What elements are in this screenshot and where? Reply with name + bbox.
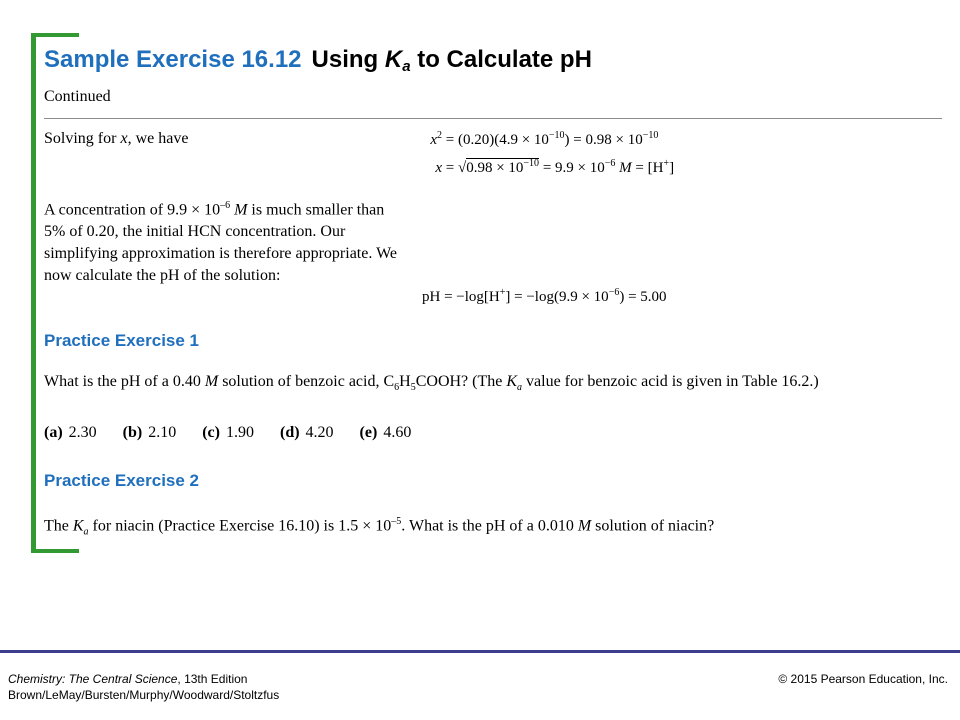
choice-c[interactable]: (c) 1.90 (202, 424, 254, 441)
book-authors: Brown/LeMay/Bursten/Murphy/Woodward/Stoltzfus (8, 688, 280, 702)
choice-e[interactable]: (e) 4.60 (359, 424, 412, 441)
slide-bracket-top (31, 33, 79, 37)
exercise-number: Sample Exercise 16.12 (44, 46, 302, 73)
continued-label: Continued (44, 88, 111, 105)
choice-d[interactable]: (d) 4.20 (279, 424, 334, 441)
equation-ph: pH = $-\log[H^+] = -\log(9.9 \times 10^{-6}) = 5.00$ (422, 287, 667, 305)
sqrt-symbol: √ (457, 160, 467, 176)
footer-divider (0, 650, 960, 653)
choice-a[interactable]: (a) 2.30 (44, 424, 97, 441)
footer-copyright: © 2015 Pearson Education, Inc. (778, 672, 948, 686)
page-title (44, 44, 592, 83)
footer-book-info: Chemistry: The Central Science, 13th Edition Brown/LeMay/Bursten/Murphy/Woodward/Stoltzfus (8, 672, 280, 702)
book-title: Chemistry: The Central Science (8, 672, 178, 686)
approximation-paragraph: A concentration of $9.9 \times 10^{-6}$ M is much smaller than 5% of 0.20, the initial HCN concentration. Our simplifying approximation is therefore appropriate. We now calculate the pH of the solution: (44, 200, 397, 285)
answer-choices (44, 424, 433, 442)
practice-exercise-2-question: The $K_a$ for niacin (Practice Exercise 16.10) is $1.5 \times 10^{-5}$. What is the pH of a 0.010 M solution of niacin? (44, 516, 715, 538)
choice-b[interactable]: (b) 2.10 (122, 424, 177, 441)
practice-exercise-1-heading: Practice Exercise 1 (44, 331, 200, 350)
practice-exercise-2-heading: Practice Exercise 2 (44, 471, 200, 490)
header-divider (44, 118, 942, 119)
slide-bracket-left (31, 33, 36, 553)
slide-bracket-bottom (31, 549, 79, 553)
practice-exercise-1-question: What is the pH of a 0.40 M solution of benzoic acid, $C_6H_5COOH$? (The $K_a$ value for benzoic acid is given in Table 16.2.) (44, 373, 819, 394)
equation-x-squared: $x^2 = (0.20)(4.9 \times 10^{-10}) = 0.98 \times 10^{-10}$ (430, 130, 659, 148)
equation-x-sqrt: $x = √0.98 \times 10^{-10} = 9.9 \times 10^{-6}$ M = [H+] (435, 158, 675, 176)
solving-text: Solving for x, we have (44, 130, 189, 147)
exercise-title: Using $K_a$ to Calculate pH (311, 46, 592, 75)
